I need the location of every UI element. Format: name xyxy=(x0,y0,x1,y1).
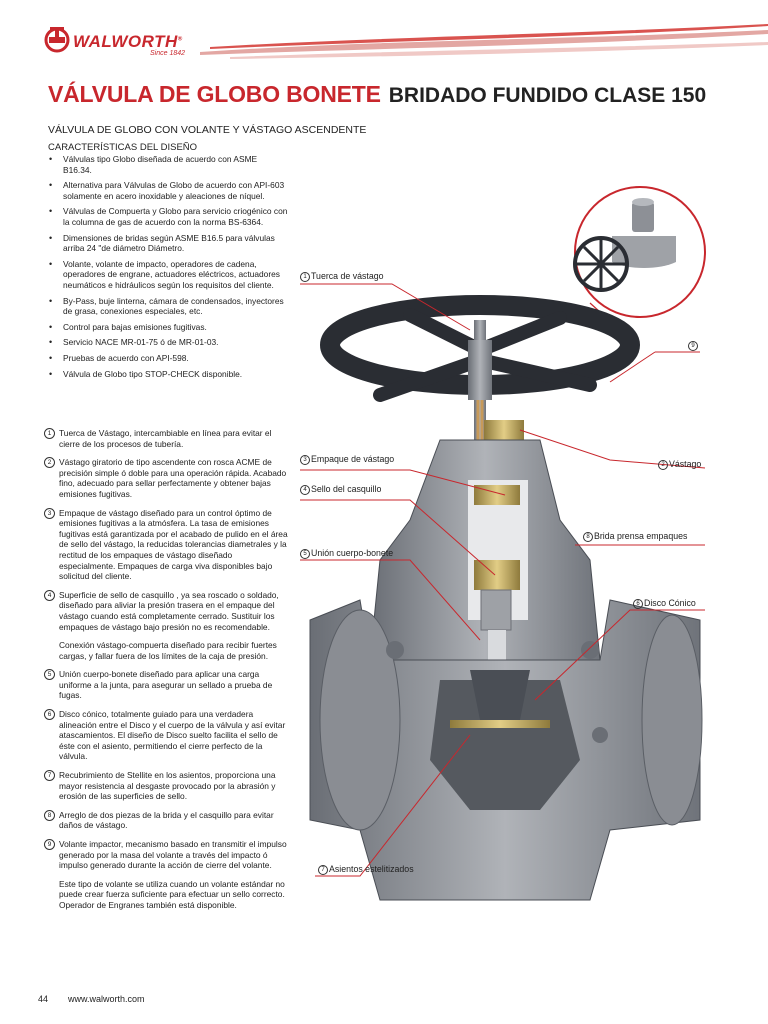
note-text: Recubrimiento de Stellite en los asientos, proporciona una mayor resistencia al desgaste provocado por la abrasión y erosión de las superficies de sello. xyxy=(59,770,276,802)
callout-gland-flange: 8 Brida prensa empaques xyxy=(583,531,687,542)
note-item xyxy=(44,428,288,449)
footer-url[interactable]: www.walworth.com xyxy=(68,994,145,1004)
note-text: Unión cuerpo-bonete diseñado para aplicar una carga uniforme a la junta, para asegurar un sellado a prueba de fugas. xyxy=(59,669,273,701)
callout-gland-seal: 4 Sello del casquillo xyxy=(300,484,381,495)
bolt xyxy=(581,641,599,659)
feature-item: • Volante, volante de impacto, operadores de cadena, operadores de engrane, actuadores eléctricos, actuadores neumáticos e hidráulicos según los requisitos del cliente. xyxy=(48,259,288,291)
handwheel-detail-inset xyxy=(575,187,705,317)
title-part2: BRIDADO FUNDIDO CLASE 150 xyxy=(388,84,707,107)
callout-handwheel: 9 xyxy=(688,340,699,351)
callout-body-bonnet: 5 Unión cuerpo-bonete xyxy=(300,548,393,559)
walworth-logo-icon xyxy=(40,26,74,54)
note-text: Arreglo de dos piezas de la brida y el casquillo para evitar daños de vástago. xyxy=(59,809,274,831)
flange-left xyxy=(320,610,400,830)
bolt xyxy=(386,641,404,659)
conical-disc xyxy=(470,670,530,720)
page-number: 44 xyxy=(38,994,49,1004)
feature-item: • Válvulas tipo Globo diseñada de acuerdo con ASME B16.34. xyxy=(48,154,288,175)
note-text: Vástago giratorio de tipo ascendente con rosca ACME de precisión simple ó doble para una operación rápida. Acabado fino, adecuado para sellar perfectamente y obtener bajas emisiones fugitivas. xyxy=(59,457,287,499)
note-number: 1 xyxy=(44,428,55,439)
brand-since: Since 1842 xyxy=(150,50,186,57)
note-item xyxy=(44,457,288,499)
features-heading: CARACTERÍSTICAS DEL DISEÑO xyxy=(48,142,198,153)
note-text: Superficie de sello de casquillo , ya sea roscado o soldado, diseñado para aliviar la presión trasera en el empaque del vástago cuando está completamente cerrado. Sustituir los empaques de vástago bajo presión no es recomendable. xyxy=(59,589,279,632)
feature-item: • Dimensiones de bridas según ASME B16.5 para válvulas arriba 24 "de diámetro Diámetro. xyxy=(48,233,288,254)
note-text: Tuerca de Vástago, intercambiable en línea para evitar el cierre de los procesos de tubería. xyxy=(59,428,272,449)
note-text: Volante impactor, mecanismo basado en transmitir el impulso generado por la masa del volante a través del impacto ó impulso generado durante la acción de cierre del volante. xyxy=(59,839,287,871)
note-item xyxy=(44,709,288,762)
note-text: Disco cónico, totalmente guiado para una verdadera alineación entre el Disco y el cuerpo de la válvula y así evitar atascamientos. El diseño de Disco suelto facilita el sello de éste con el asiento, permitiendo el cierre perfecto de la válvula. xyxy=(59,709,286,762)
valve-cutaway-illustration xyxy=(290,180,768,940)
feature-item: • Pruebas de acuerdo con API-598. xyxy=(48,353,288,364)
note-number: 6 xyxy=(44,709,55,720)
stem-nut xyxy=(468,340,492,400)
callout-stem: 2 Vástago xyxy=(658,459,701,470)
notes-list xyxy=(44,428,288,919)
feature-item: • Servicio NACE MR-01-75 ó de MR-01-03. xyxy=(48,337,288,348)
feature-item: • Válvula de Globo tipo STOP-CHECK disponible. xyxy=(48,369,288,380)
note-item xyxy=(44,839,288,871)
note-text: Este tipo de volante se utiliza cuando un volante estándar no puede crear fuerza suficiente para efectuar un sello correcto. Operador de Engranes también está disponible. xyxy=(59,878,285,910)
page-subtitle: VÁLVULA DE GLOBO CON VOLANTE Y VÁSTAGO ASCENDENTE xyxy=(48,124,367,136)
title-part1: VÁLVULA DE GLOBO BONETE xyxy=(48,81,381,107)
callout-stem-packing: 3 Empaque de vástago xyxy=(300,454,394,465)
callout-conical-disc: 6 Disco Cónico xyxy=(633,598,696,609)
note-number: 5 xyxy=(44,669,55,680)
note-text: Conexión vástago-compuerta diseñado para recibir fuertes cargas, y fallar fuera de los límites de la caja de presión. xyxy=(59,640,277,661)
brand-name: WALWORTH® xyxy=(73,32,183,51)
feature-item: • Válvulas de Compuerta y Globo para servicio criogénico con la columna de gas de acuerdo con la norma BS-6364. xyxy=(48,206,288,227)
note-item xyxy=(44,669,288,701)
note-item xyxy=(44,508,288,582)
flange-right xyxy=(642,615,702,825)
feature-item: • By-Pass, buje linterna, cámara de condensados, inyectores de grasa, conexiones especiales, etc. xyxy=(48,296,288,317)
feature-item: • Control para bajas emisiones fugitivas. xyxy=(48,322,288,333)
note-number: 3 xyxy=(44,508,55,519)
gland-seal xyxy=(474,560,520,590)
callout-seats: 7 Asientos estelitizados xyxy=(318,864,414,875)
note-item xyxy=(44,879,288,911)
note-item xyxy=(44,590,288,632)
note-number: 9 xyxy=(44,839,55,850)
feature-item: • Alternativa para Válvulas de Globo de acuerdo con API-603 solamente en acero inoxidable y aleaciones de níquel. xyxy=(48,180,288,201)
packing xyxy=(474,485,520,505)
bellows xyxy=(481,590,511,630)
note-item xyxy=(44,810,288,831)
note-number: 4 xyxy=(44,590,55,601)
note-number: 7 xyxy=(44,770,55,781)
note-text: Empaque de vástago diseñado para un control óptimo de emisiones fugitivas a la atmósfera. La tasa de emisiones fugitivas está garantizada por el acabado de pulido en el área de sello del vástago, la reducidas tolerancias diametrales y la rectitud de los empaques de vástago diseñado especialmente. Empaques de carga viva disponibles bajo solicitud del cliente. xyxy=(59,507,288,582)
features-list xyxy=(48,154,288,384)
note-number: 2 xyxy=(44,457,55,468)
bolt xyxy=(592,727,608,743)
note-item xyxy=(44,770,288,802)
note-item xyxy=(44,640,288,661)
note-number: 8 xyxy=(44,810,55,821)
callout-stem-nut: 1 Tuerca de vástago xyxy=(300,271,384,282)
stellite-seats xyxy=(450,720,550,728)
page-title xyxy=(48,81,706,108)
